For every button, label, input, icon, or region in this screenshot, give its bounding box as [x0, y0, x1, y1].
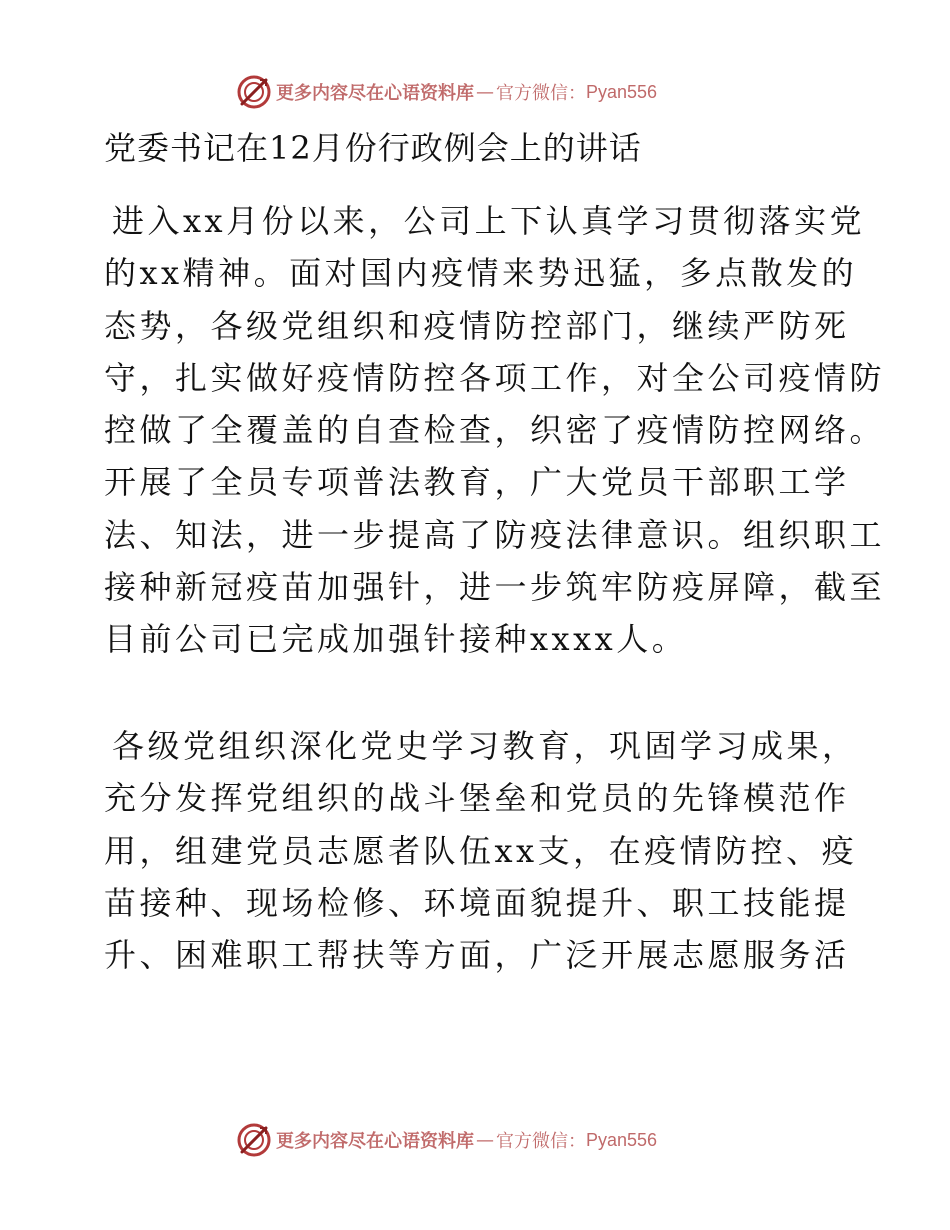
- paragraph-2: [104, 720, 858, 981]
- paragraph-line: 充分发挥党组织的战斗堡垒和党员的先锋模范作: [104, 779, 850, 818]
- banner-wechat-label: 官方微信：: [496, 1131, 586, 1152]
- paragraph-line: 的xx精神。面对国内疫情来势迅猛，多点散发的: [104, 254, 858, 293]
- paragraph-line: 各级党组织深化党史学习教育，巩固学习成果，: [112, 727, 858, 765]
- paragraph-line: 法、知法，进一步提高了防疫法律意识。组织职工: [104, 515, 886, 554]
- logo-icon: [236, 1122, 272, 1158]
- banner-wechat-label: 官方微信：: [496, 83, 586, 104]
- banner-site-text: 更多内容尽在心语资料库: [276, 1131, 474, 1152]
- paragraph-line: 接种新冠疫苗加强针，进一步筑牢防疫屏障，截至: [104, 568, 886, 607]
- logo-icon: [236, 74, 272, 110]
- header-banner: [236, 72, 796, 112]
- paragraph-line: 用，组建党员志愿者队伍xx支，在疫情防控、疫: [104, 831, 858, 870]
- banner-wechat-id: Pyan556: [586, 1129, 658, 1150]
- banner-separator: —: [476, 81, 494, 103]
- paragraph-line: 态势，各级党组织和疫情防控部门，继续严防死: [104, 306, 850, 345]
- paragraph-line: 升、困难职工帮扶等方面，广泛开展志愿服务活: [104, 936, 850, 975]
- paragraph-line: 进入xx月份以来，公司上下认真学习贯彻落实党: [112, 202, 866, 240]
- banner-separator: —: [476, 1129, 494, 1151]
- paragraph-line: 开展了全员专项普法教育，广大党员干部职工学: [104, 463, 850, 502]
- banner-wechat-id: Pyan556: [586, 81, 658, 102]
- paragraph-line: 目前公司已完成加强针接种xxxx人。: [104, 620, 688, 659]
- paragraph-line: 控做了全覆盖的自查检查，织密了疫情防控网络。: [104, 411, 886, 450]
- document-title: 党委书记在12月份行政例会上的讲话: [104, 129, 642, 167]
- paragraph-line: 守，扎实做好疫情防控各项工作，对全公司疫情防: [104, 358, 886, 397]
- paragraph-1: [104, 195, 886, 666]
- footer-banner: [236, 1120, 796, 1160]
- paragraph-line: 苗接种、现场检修、环境面貌提升、职工技能提: [104, 883, 850, 922]
- banner-site-text: 更多内容尽在心语资料库: [276, 83, 474, 104]
